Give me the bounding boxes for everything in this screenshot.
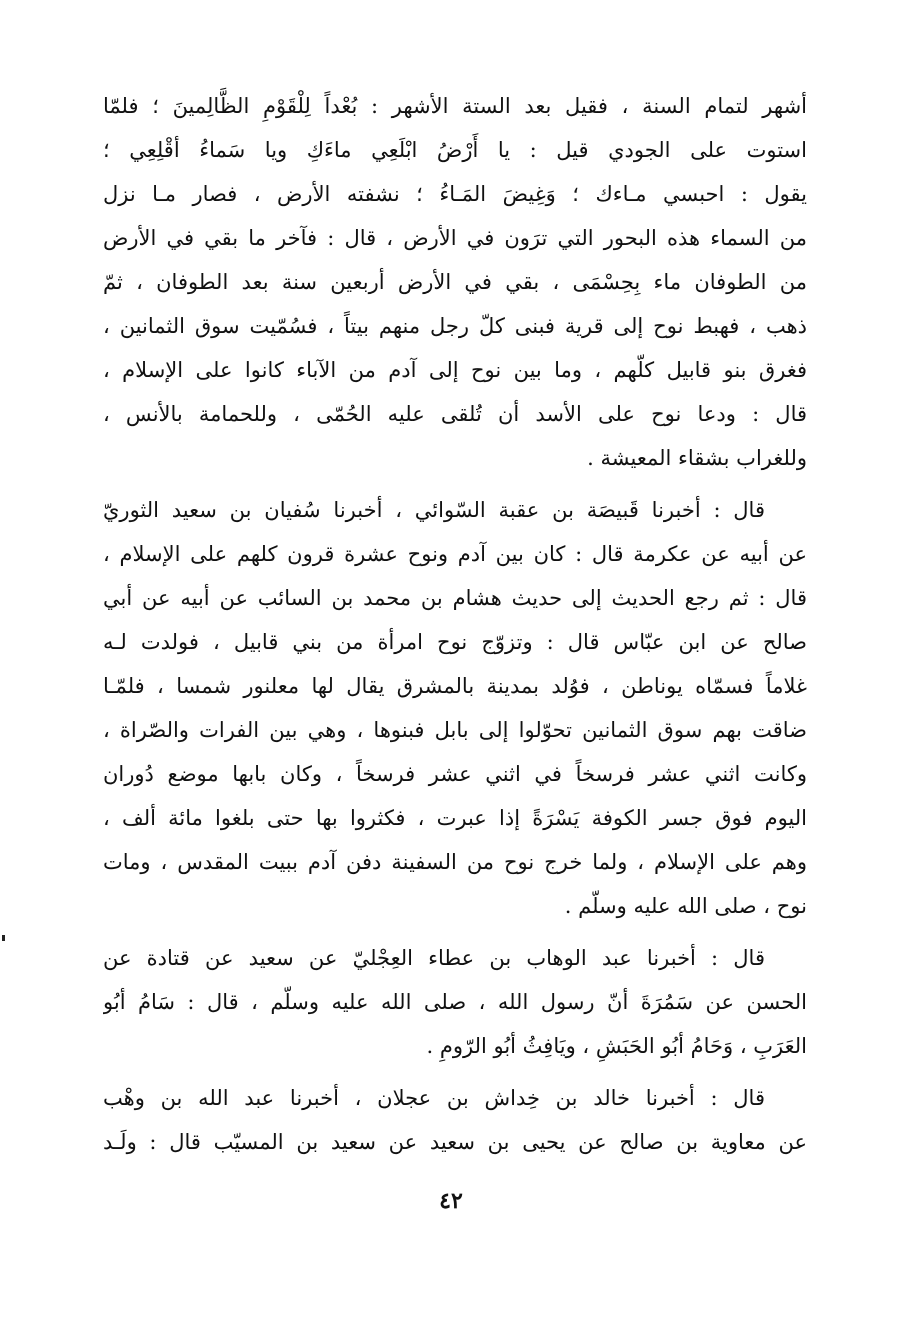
paragraph-2 bbox=[103, 488, 807, 928]
text-line: أشهر لتمام السنة ، فقيل بعد الستة الأشهر : بُعْداً لِلْقَوْمِ الظَّالِمينَ ؛ فلمّا bbox=[103, 94, 807, 118]
text-line: ذهب ، فهبط نوح إلى قرية فبنى كلّ رجل منهم بيتاً ، فسُمّيت سوق الثمانين ، bbox=[103, 314, 807, 338]
text-line: صالح عن ابن عبّاس قال : وتزوّج نوح امرأة من بني قابيل ، فولدت لـه bbox=[103, 630, 807, 654]
paragraph-gap bbox=[103, 480, 807, 488]
text-line: قال : أخبرنا عبد الوهاب بن عطاء العِجْليّ عن سعيد عن قتادة عن bbox=[103, 946, 765, 970]
text-line: ضاقت بهم سوق الثمانين تحوّلوا إلى بابل فبنوها ، وهي بين الفرات والصّراة ، bbox=[103, 718, 807, 742]
text-line: عن أبيه عن عكرمة قال : كان بين آدم ونوح عشرة قرون كلهم على الإسلام ، bbox=[103, 542, 807, 566]
text-line: من السماء هذه البحور التي ترَون في الأرض ، قال : فآخر ما بقي في الأرض bbox=[103, 226, 807, 250]
text-line: من الطوفان ماء بِحِسْمَى ، بقي في الأرض أربعين سنة بعد الطوفان ، ثمّ bbox=[103, 270, 807, 294]
text-line: وهم على الإسلام ، ولما خرج نوح من السفينة دفن آدم ببيت المقدس ، ومات bbox=[103, 850, 807, 874]
text-line: وكانت اثني عشر فرسخاً في اثني عشر فرسخاً ، وكان بابها موضع دُوران bbox=[103, 762, 807, 786]
text-line: قال : أخبرنا قَبيصَة بن عقبة السّوائي ، أخبرنا سُفيان بن سعيد الثوريّ bbox=[103, 498, 765, 522]
text-line: يقول : احبسي مـاءك ؛ وَغِيضَ المَـاءُ ؛ نشفته الأرض ، فصار مـا نزل bbox=[103, 182, 807, 206]
text-line: وللغراب بشقاء المعيشة . bbox=[587, 446, 807, 470]
text-line: قال : ودعا نوح على الأسد أن تُلقى عليه الحُمّى ، وللحمامة بالأنس ، bbox=[103, 402, 807, 426]
text-line: قال : أخبرنا خالد بن خِداش بن عجلان ، أخبرنا عبد الله بن وهْب bbox=[103, 1086, 765, 1110]
paragraph-gap bbox=[103, 1068, 807, 1076]
text-line: الحسن عن سَمُرَةَ أنّ رسول الله ، صلى الله عليه وسلّم ، قال : سَامُ أبُو bbox=[103, 990, 807, 1014]
text-line: العَرَبِ ، وَحَامُ أبُو الحَبَشِ ، ويَافِثُ أبُو الرّومِ . bbox=[426, 1034, 807, 1058]
scan-speck bbox=[2, 935, 5, 941]
paragraph-1 bbox=[103, 84, 807, 480]
text-line: غلاماً فسمّاه يوناطن ، فوُلد بمدينة بالمشرق يقال لها معلنور شمسا ، فلمّـا bbox=[103, 674, 807, 698]
page-text bbox=[103, 84, 807, 1164]
text-line: استوت على الجودي قيل : يا أَرْضُ ابْلَعِي ماءَكِ ويا سَماءُ أقْلِعِي ؛ bbox=[103, 138, 807, 162]
text-line: عن معاوية بن صالح عن يحيى بن سعيد عن سعيد بن المسيّب قال : ولَـد bbox=[103, 1130, 807, 1154]
paragraph-3 bbox=[103, 936, 807, 1068]
paragraph-4 bbox=[103, 1076, 807, 1164]
paragraph-gap bbox=[103, 928, 807, 936]
text-line: قال : ثم رجع الحديث إلى حديث هشام بن محمد بن السائب عن أبيه عن أبي bbox=[103, 586, 807, 610]
text-line: نوح ، صلى الله عليه وسلّم . bbox=[564, 894, 807, 918]
page-number: ٤٢ bbox=[439, 1188, 463, 1214]
text-line: اليوم فوق جسر الكوفة يَسْرَةً إذا عبرت ، فكثروا بها حتى بلغوا مائة ألف ، bbox=[103, 806, 807, 830]
text-line: فغرق بنو قابيل كلّهم ، وما بين نوح إلى آدم من الآباء كانوا على الإسلام ، bbox=[103, 358, 807, 382]
